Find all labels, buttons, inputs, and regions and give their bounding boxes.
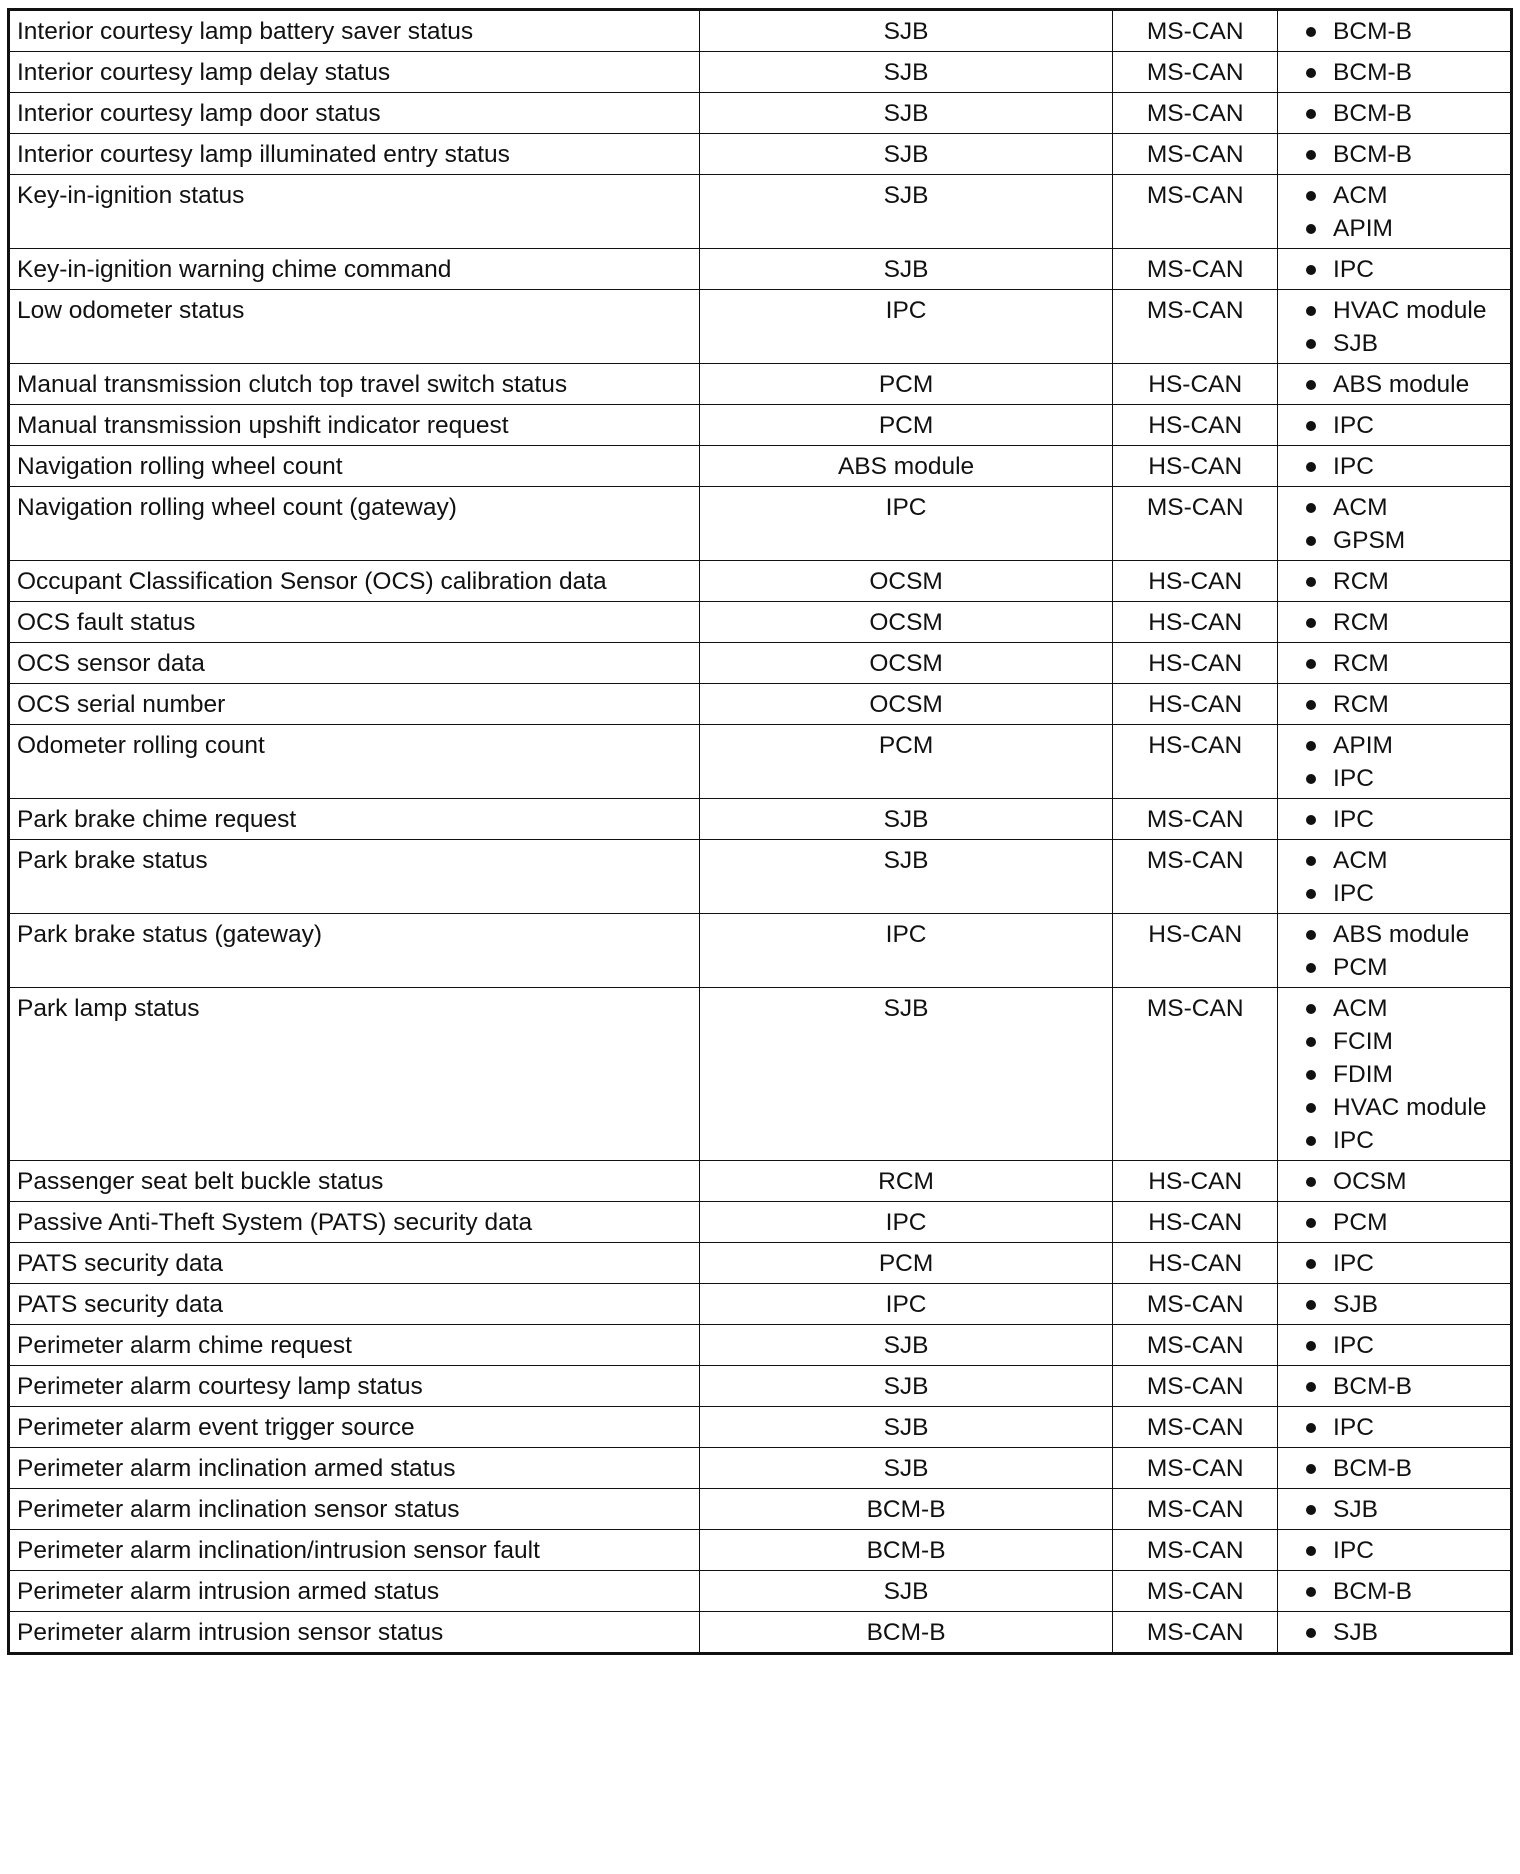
receiving-modules-list (1306, 1206, 1503, 1239)
source-module-cell: OCSM (699, 561, 1113, 602)
network-cell: MS-CAN (1113, 290, 1278, 364)
table-row (9, 1325, 1512, 1366)
receiving-modules-list (1306, 1247, 1503, 1280)
receiving-modules-cell (1278, 1448, 1512, 1489)
receiving-module-item: GPSM (1306, 524, 1503, 557)
receiving-modules-cell (1278, 175, 1512, 249)
receiving-modules-cell (1278, 988, 1512, 1161)
receiving-modules-list (1306, 647, 1503, 680)
message-cell: Interior courtesy lamp door status (9, 93, 700, 134)
receiving-modules-cell (1278, 364, 1512, 405)
receiving-module-item: BCM-B (1306, 15, 1503, 48)
receiving-modules-cell (1278, 914, 1512, 988)
receiving-modules-cell (1278, 1325, 1512, 1366)
source-module-cell: IPC (699, 290, 1113, 364)
message-cell: Perimeter alarm intrusion armed status (9, 1571, 700, 1612)
message-cell: Perimeter alarm courtesy lamp status (9, 1366, 700, 1407)
table-row (9, 93, 1512, 134)
table-row (9, 684, 1512, 725)
table-row (9, 643, 1512, 684)
source-module-cell: PCM (699, 1243, 1113, 1284)
table-row (9, 1489, 1512, 1530)
receiving-modules-list (1306, 1616, 1503, 1649)
message-cell: Perimeter alarm inclination sensor status (9, 1489, 700, 1530)
receiving-module-item: SJB (1306, 1288, 1503, 1321)
receiving-module-item: IPC (1306, 762, 1503, 795)
source-module-cell: ABS module (699, 446, 1113, 487)
receiving-module-item: IPC (1306, 1411, 1503, 1444)
source-module-cell: IPC (699, 1202, 1113, 1243)
receiving-modules-cell (1278, 1202, 1512, 1243)
message-cell: OCS serial number (9, 684, 700, 725)
receiving-modules-cell (1278, 134, 1512, 175)
receiving-module-item: APIM (1306, 729, 1503, 762)
table-row (9, 914, 1512, 988)
message-cell: Odometer rolling count (9, 725, 700, 799)
receiving-modules-list (1306, 1411, 1503, 1444)
network-cell: HS-CAN (1113, 561, 1278, 602)
message-cell: Navigation rolling wheel count (9, 446, 700, 487)
receiving-modules-cell (1278, 52, 1512, 93)
source-module-cell: PCM (699, 364, 1113, 405)
network-cell: MS-CAN (1113, 1325, 1278, 1366)
message-cell: Park brake status (gateway) (9, 914, 700, 988)
source-module-cell: OCSM (699, 684, 1113, 725)
receiving-modules-cell (1278, 249, 1512, 290)
receiving-modules-cell (1278, 561, 1512, 602)
source-module-cell: BCM-B (699, 1612, 1113, 1654)
receiving-modules-cell (1278, 446, 1512, 487)
receiving-modules-list (1306, 992, 1503, 1157)
receiving-modules-cell (1278, 93, 1512, 134)
table-row (9, 487, 1512, 561)
source-module-cell: OCSM (699, 643, 1113, 684)
receiving-modules-list (1306, 565, 1503, 598)
receiving-module-item: PCM (1306, 951, 1503, 984)
receiving-module-item: ABS module (1306, 918, 1503, 951)
network-cell: MS-CAN (1113, 52, 1278, 93)
table-row (9, 446, 1512, 487)
table-row (9, 249, 1512, 290)
receiving-module-item: IPC (1306, 1534, 1503, 1567)
network-cell: HS-CAN (1113, 446, 1278, 487)
receiving-modules-list (1306, 409, 1503, 442)
source-module-cell: SJB (699, 1325, 1113, 1366)
message-cell: Passive Anti-Theft System (PATS) security data (9, 1202, 700, 1243)
receiving-module-item: ACM (1306, 844, 1503, 877)
message-cell: Key-in-ignition warning chime command (9, 249, 700, 290)
table-row (9, 10, 1512, 52)
message-cell: Navigation rolling wheel count (gateway) (9, 487, 700, 561)
message-cell: Perimeter alarm inclination armed status (9, 1448, 700, 1489)
table-row (9, 1571, 1512, 1612)
source-module-cell: BCM-B (699, 1530, 1113, 1571)
message-cell: Interior courtesy lamp battery saver status (9, 10, 700, 52)
table-row (9, 290, 1512, 364)
receiving-modules-cell (1278, 725, 1512, 799)
table-row (9, 134, 1512, 175)
message-cell: OCS sensor data (9, 643, 700, 684)
network-cell: HS-CAN (1113, 643, 1278, 684)
receiving-module-item: IPC (1306, 1124, 1503, 1157)
network-cell: HS-CAN (1113, 684, 1278, 725)
source-module-cell: PCM (699, 405, 1113, 446)
message-cell: Key-in-ignition status (9, 175, 700, 249)
table-row (9, 1530, 1512, 1571)
receiving-module-item: BCM-B (1306, 97, 1503, 130)
message-cell: Passenger seat belt buckle status (9, 1161, 700, 1202)
network-cell: HS-CAN (1113, 364, 1278, 405)
source-module-cell: BCM-B (699, 1489, 1113, 1530)
table-row (9, 602, 1512, 643)
source-module-cell: IPC (699, 914, 1113, 988)
receiving-modules-list (1306, 179, 1503, 245)
source-module-cell: SJB (699, 175, 1113, 249)
message-cell: Perimeter alarm chime request (9, 1325, 700, 1366)
receiving-modules-list (1306, 1288, 1503, 1321)
source-module-cell: SJB (699, 134, 1113, 175)
receiving-modules-cell (1278, 1243, 1512, 1284)
receiving-modules-list (1306, 368, 1503, 401)
receiving-modules-cell (1278, 1284, 1512, 1325)
receiving-module-item: IPC (1306, 877, 1503, 910)
source-module-cell: SJB (699, 840, 1113, 914)
message-cell: Interior courtesy lamp illuminated entry status (9, 134, 700, 175)
receiving-module-item: IPC (1306, 1247, 1503, 1280)
message-cell: Manual transmission upshift indicator request (9, 405, 700, 446)
table-row (9, 725, 1512, 799)
receiving-module-item: BCM-B (1306, 1370, 1503, 1403)
network-cell: HS-CAN (1113, 1161, 1278, 1202)
network-cell: MS-CAN (1113, 10, 1278, 52)
source-module-cell: OCSM (699, 602, 1113, 643)
network-cell: MS-CAN (1113, 1612, 1278, 1654)
receiving-module-item: OCSM (1306, 1165, 1503, 1198)
receiving-modules-list (1306, 803, 1503, 836)
receiving-modules-list (1306, 15, 1503, 48)
receiving-module-item: ACM (1306, 992, 1503, 1025)
receiving-modules-list (1306, 1493, 1503, 1526)
network-cell: HS-CAN (1113, 1202, 1278, 1243)
receiving-modules-cell (1278, 1161, 1512, 1202)
receiving-module-item: RCM (1306, 565, 1503, 598)
message-cell: Perimeter alarm intrusion sensor status (9, 1612, 700, 1654)
receiving-modules-list (1306, 606, 1503, 639)
table-body (9, 10, 1512, 1654)
receiving-modules-cell (1278, 799, 1512, 840)
receiving-module-item: IPC (1306, 409, 1503, 442)
message-cell: Park brake chime request (9, 799, 700, 840)
receiving-module-item: BCM-B (1306, 1575, 1503, 1608)
receiving-module-item: BCM-B (1306, 1452, 1503, 1485)
receiving-module-item: SJB (1306, 1493, 1503, 1526)
source-module-cell: SJB (699, 10, 1113, 52)
table-row (9, 1202, 1512, 1243)
receiving-module-item: SJB (1306, 327, 1503, 360)
source-module-cell: SJB (699, 52, 1113, 93)
network-cell: MS-CAN (1113, 1448, 1278, 1489)
network-cell: HS-CAN (1113, 602, 1278, 643)
source-module-cell: SJB (699, 1448, 1113, 1489)
receiving-modules-cell (1278, 602, 1512, 643)
network-cell: MS-CAN (1113, 1407, 1278, 1448)
receiving-module-item: FCIM (1306, 1025, 1503, 1058)
source-module-cell: SJB (699, 93, 1113, 134)
table-row (9, 1243, 1512, 1284)
receiving-module-item: PCM (1306, 1206, 1503, 1239)
receiving-modules-list (1306, 294, 1503, 360)
receiving-module-item: RCM (1306, 688, 1503, 721)
source-module-cell: SJB (699, 249, 1113, 290)
receiving-modules-cell (1278, 643, 1512, 684)
source-module-cell: IPC (699, 487, 1113, 561)
message-cell: Interior courtesy lamp delay status (9, 52, 700, 93)
message-cell: OCS fault status (9, 602, 700, 643)
table-row (9, 1284, 1512, 1325)
source-module-cell: IPC (699, 1284, 1113, 1325)
source-module-cell: SJB (699, 1407, 1113, 1448)
receiving-modules-list (1306, 56, 1503, 89)
message-cell: Low odometer status (9, 290, 700, 364)
receiving-module-item: RCM (1306, 647, 1503, 680)
receiving-modules-list (1306, 1534, 1503, 1567)
receiving-module-item: BCM-B (1306, 138, 1503, 171)
receiving-modules-list (1306, 253, 1503, 286)
table-row (9, 405, 1512, 446)
table-row (9, 799, 1512, 840)
network-cell: MS-CAN (1113, 840, 1278, 914)
message-cell: Occupant Classification Sensor (OCS) calibration data (9, 561, 700, 602)
receiving-modules-list (1306, 688, 1503, 721)
receiving-module-item: FDIM (1306, 1058, 1503, 1091)
network-cell: MS-CAN (1113, 134, 1278, 175)
network-cell: MS-CAN (1113, 1571, 1278, 1612)
table-row (9, 1161, 1512, 1202)
receiving-modules-list (1306, 138, 1503, 171)
receiving-modules-cell (1278, 405, 1512, 446)
table-row (9, 561, 1512, 602)
receiving-modules-list (1306, 918, 1503, 984)
network-cell: MS-CAN (1113, 249, 1278, 290)
network-cell: HS-CAN (1113, 405, 1278, 446)
table-row (9, 988, 1512, 1161)
receiving-modules-cell (1278, 684, 1512, 725)
network-cell: MS-CAN (1113, 799, 1278, 840)
receiving-modules-cell (1278, 487, 1512, 561)
receiving-module-item: RCM (1306, 606, 1503, 639)
table-row (9, 1366, 1512, 1407)
network-cell: HS-CAN (1113, 725, 1278, 799)
source-module-cell: RCM (699, 1161, 1113, 1202)
network-cell: MS-CAN (1113, 487, 1278, 561)
network-cell: MS-CAN (1113, 1489, 1278, 1530)
source-module-cell: PCM (699, 725, 1113, 799)
receiving-modules-cell (1278, 1530, 1512, 1571)
table-row (9, 1448, 1512, 1489)
receiving-modules-list (1306, 1370, 1503, 1403)
table-row (9, 364, 1512, 405)
source-module-cell: SJB (699, 1571, 1113, 1612)
table-row (9, 52, 1512, 93)
receiving-module-item: HVAC module (1306, 1091, 1503, 1124)
receiving-modules-cell (1278, 290, 1512, 364)
table-row (9, 1407, 1512, 1448)
receiving-modules-cell (1278, 840, 1512, 914)
receiving-modules-cell (1278, 1366, 1512, 1407)
message-cell: Park lamp status (9, 988, 700, 1161)
receiving-module-item: SJB (1306, 1616, 1503, 1649)
receiving-module-item: IPC (1306, 253, 1503, 286)
receiving-module-item: ACM (1306, 179, 1503, 212)
receiving-module-item: ABS module (1306, 368, 1503, 401)
receiving-modules-list (1306, 1165, 1503, 1198)
receiving-modules-list (1306, 1452, 1503, 1485)
network-cell: MS-CAN (1113, 93, 1278, 134)
message-cell: Park brake status (9, 840, 700, 914)
network-message-table (7, 8, 1513, 1655)
receiving-module-item: HVAC module (1306, 294, 1503, 327)
receiving-module-item: IPC (1306, 1329, 1503, 1362)
table-row (9, 175, 1512, 249)
network-cell: HS-CAN (1113, 1243, 1278, 1284)
message-cell: PATS security data (9, 1284, 700, 1325)
receiving-module-item: IPC (1306, 803, 1503, 836)
network-cell: MS-CAN (1113, 988, 1278, 1161)
receiving-module-item: APIM (1306, 212, 1503, 245)
receiving-modules-list (1306, 1575, 1503, 1608)
receiving-modules-cell (1278, 1407, 1512, 1448)
table-row (9, 1612, 1512, 1654)
message-cell: Perimeter alarm inclination/intrusion sensor fault (9, 1530, 700, 1571)
network-cell: MS-CAN (1113, 1366, 1278, 1407)
receiving-modules-list (1306, 450, 1503, 483)
receiving-modules-list (1306, 844, 1503, 910)
receiving-modules-cell (1278, 10, 1512, 52)
message-cell: Manual transmission clutch top travel switch status (9, 364, 700, 405)
network-cell: MS-CAN (1113, 175, 1278, 249)
network-cell: HS-CAN (1113, 914, 1278, 988)
source-module-cell: SJB (699, 1366, 1113, 1407)
receiving-module-item: IPC (1306, 450, 1503, 483)
source-module-cell: SJB (699, 988, 1113, 1161)
receiving-modules-list (1306, 729, 1503, 795)
receiving-modules-list (1306, 491, 1503, 557)
receiving-modules-cell (1278, 1571, 1512, 1612)
message-cell: Perimeter alarm event trigger source (9, 1407, 700, 1448)
receiving-modules-cell (1278, 1489, 1512, 1530)
receiving-module-item: ACM (1306, 491, 1503, 524)
receiving-modules-cell (1278, 1612, 1512, 1654)
receiving-modules-list (1306, 1329, 1503, 1362)
network-cell: MS-CAN (1113, 1284, 1278, 1325)
message-cell: PATS security data (9, 1243, 700, 1284)
receiving-modules-list (1306, 97, 1503, 130)
source-module-cell: SJB (699, 799, 1113, 840)
receiving-module-item: BCM-B (1306, 56, 1503, 89)
network-cell: MS-CAN (1113, 1530, 1278, 1571)
table-row (9, 840, 1512, 914)
